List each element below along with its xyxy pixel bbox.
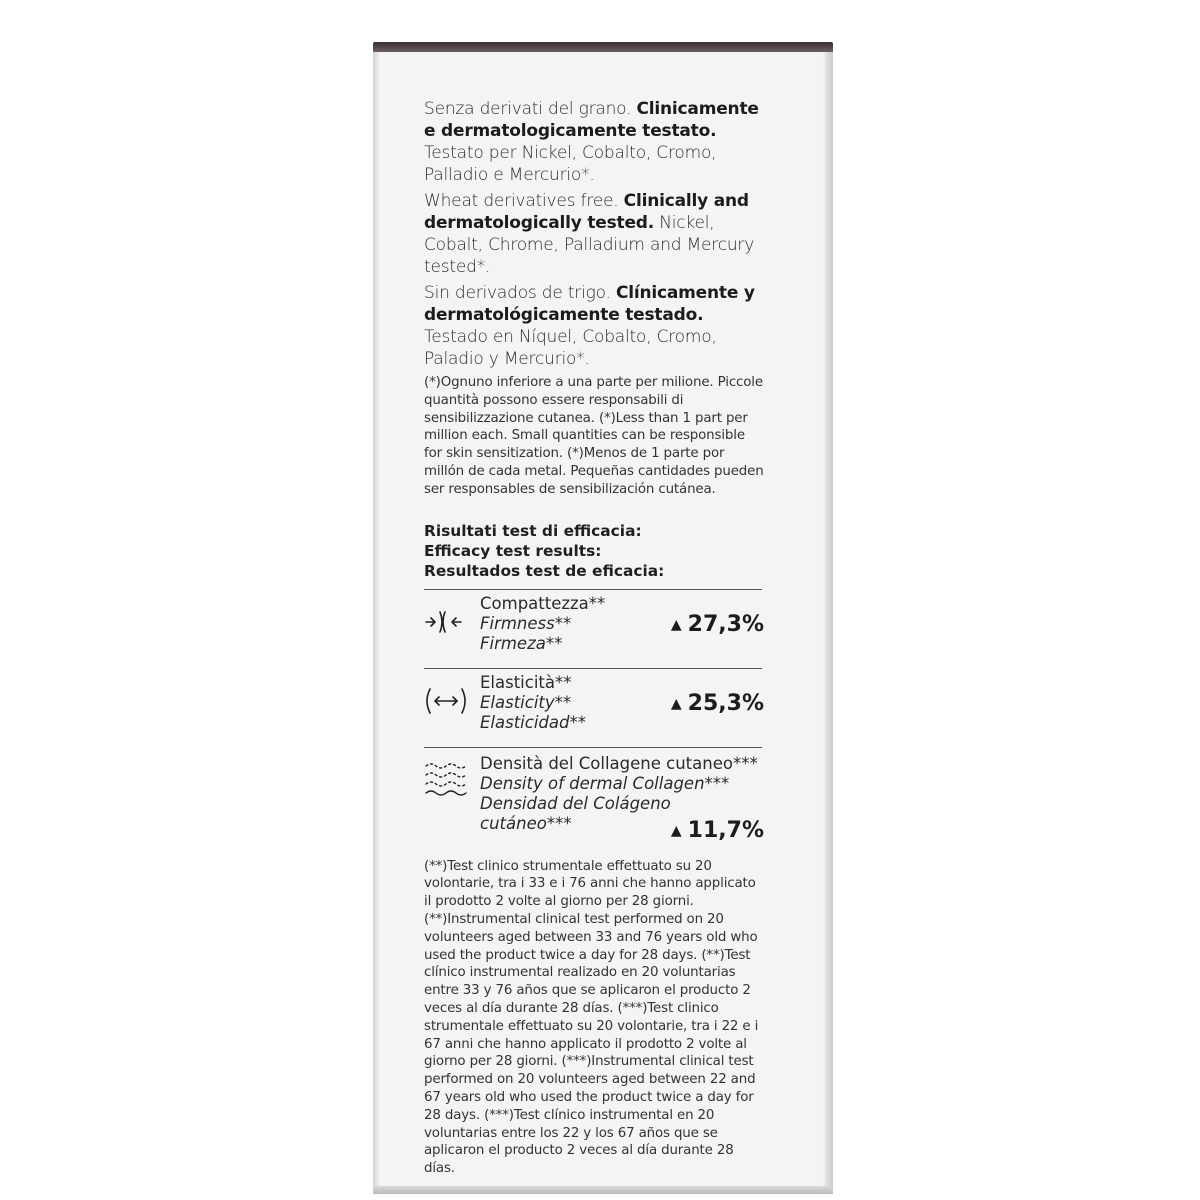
increase-arrow-icon: ▲ <box>670 695 682 712</box>
paragraph-english-rest: Nickel, Cobalt, Chrome, Palladium and Mercury tested*. <box>424 213 755 277</box>
elasticity-label-italian: Elasticità** <box>480 672 572 692</box>
results-heading <box>424 521 764 581</box>
firmness-icon <box>424 604 470 640</box>
elasticity-value <box>671 691 764 716</box>
elasticity-percent: 25,3% <box>687 690 764 716</box>
elasticity-label-spanish: Elasticidad** <box>480 712 586 732</box>
firmness-labels <box>480 594 605 654</box>
paragraph-english <box>424 190 764 278</box>
box-right-edge <box>825 52 833 1186</box>
paragraph-english-bold: Clinically and dermatologically tested. <box>424 191 749 233</box>
collagen-label-spanish: Densidad del Colágeno cutáneo*** <box>480 793 671 833</box>
collagen-icon <box>424 760 470 800</box>
paragraph-spanish-rest: Testado en Níquel, Cobalto, Cromo, Paladio y Mercurio*. <box>424 327 717 369</box>
firmness-percent: 27,3% <box>687 611 764 637</box>
paragraph-italian-intro: Senza derivati del grano. <box>424 99 637 119</box>
results-heading-spanish: Resultados test de eficacia: <box>424 561 665 580</box>
label-text-block <box>424 98 764 1191</box>
firmness-label-spanish: Firmeza** <box>480 633 563 653</box>
results-heading-english: Efficacy test results: <box>424 541 602 560</box>
firmness-label-italian: Compattezza** <box>480 593 606 613</box>
elasticity-labels <box>480 673 586 733</box>
collagen-value <box>671 818 764 843</box>
collagen-label-italian: Densità del Collagene cutaneo*** <box>480 753 758 773</box>
firmness-label-english: Firmness** <box>480 613 572 633</box>
results-heading-italian: Risultati test di efficacia: <box>424 521 642 540</box>
increase-arrow-icon: ▲ <box>670 822 682 839</box>
box-left-edge <box>373 52 379 1186</box>
collagen-percent: 11,7% <box>687 817 764 843</box>
result-row-firmness <box>424 590 764 660</box>
metal-note: (*)Ognuno inferiore a una parte per milione. Piccole quantità possono essere responsabili di sensibilizzazione cutanea. (*)Less than 1 part per million each. Small quantities can be responsible for skin sensitization. (*)Menos de 1 parte por millón de cada metal. Pequeñas cantidades pueden ser responsables de sensibilización cutánea. <box>424 375 764 497</box>
paragraph-spanish-intro: Sin derivados de trigo. <box>424 283 616 303</box>
paragraph-italian <box>424 98 764 186</box>
result-row-collagen <box>424 748 764 844</box>
paragraph-english-intro: Wheat derivatives free. <box>424 191 624 211</box>
paragraph-spanish-bold: Clínicamente y dermatológicamente testado. <box>424 283 755 325</box>
elasticity-label-english: Elasticity** <box>480 692 572 712</box>
elasticity-icon <box>424 683 470 719</box>
paragraph-spanish <box>424 282 764 370</box>
paragraph-italian-bold: Clinicamente e dermatologicamente testato. <box>424 99 759 141</box>
clinical-test-footnote: (**)Test clinico strumentale effettuato su 20 volontarie, tra i 33 e i 76 anni che hanno applicato il prodotto 2 volte al giorno per 28 giorni. (**)Instrumental clinical test performed on 20 volunteers aged between 33 and 76 years old who used the product twice a day for 28 days. (**)Test clínico instrumental realizado en 20 voluntarias entre 33 y 76 años que se aplicaron el producto 2 veces al día durante 28 días. (***)Test clinico strumentale effettuato su 20 volontarie, tra i 22 e i 67 anni che hanno applicato il prodotto 2 volte al giorno per 28 giorni. (***)Instrumental clinical test performed on 20 volunteers aged between 22 and 67 years old who used the product twice a day for 28 days. (***)Test clínico instrumental en 20 voluntarias entre los 22 y los 67 años que se aplicaron el producto 2 veces al día durante 28 días. <box>424 858 759 1177</box>
result-row-elasticity <box>424 669 764 739</box>
increase-arrow-icon: ▲ <box>670 616 682 633</box>
collagen-label-english: Density of dermal Collagen*** <box>480 773 730 793</box>
paragraph-italian-rest: Testato per Nickel, Cobalto, Cromo, Palladio e Mercurio*. <box>424 143 717 185</box>
firmness-value <box>671 612 764 637</box>
box-top-edge <box>373 42 833 52</box>
